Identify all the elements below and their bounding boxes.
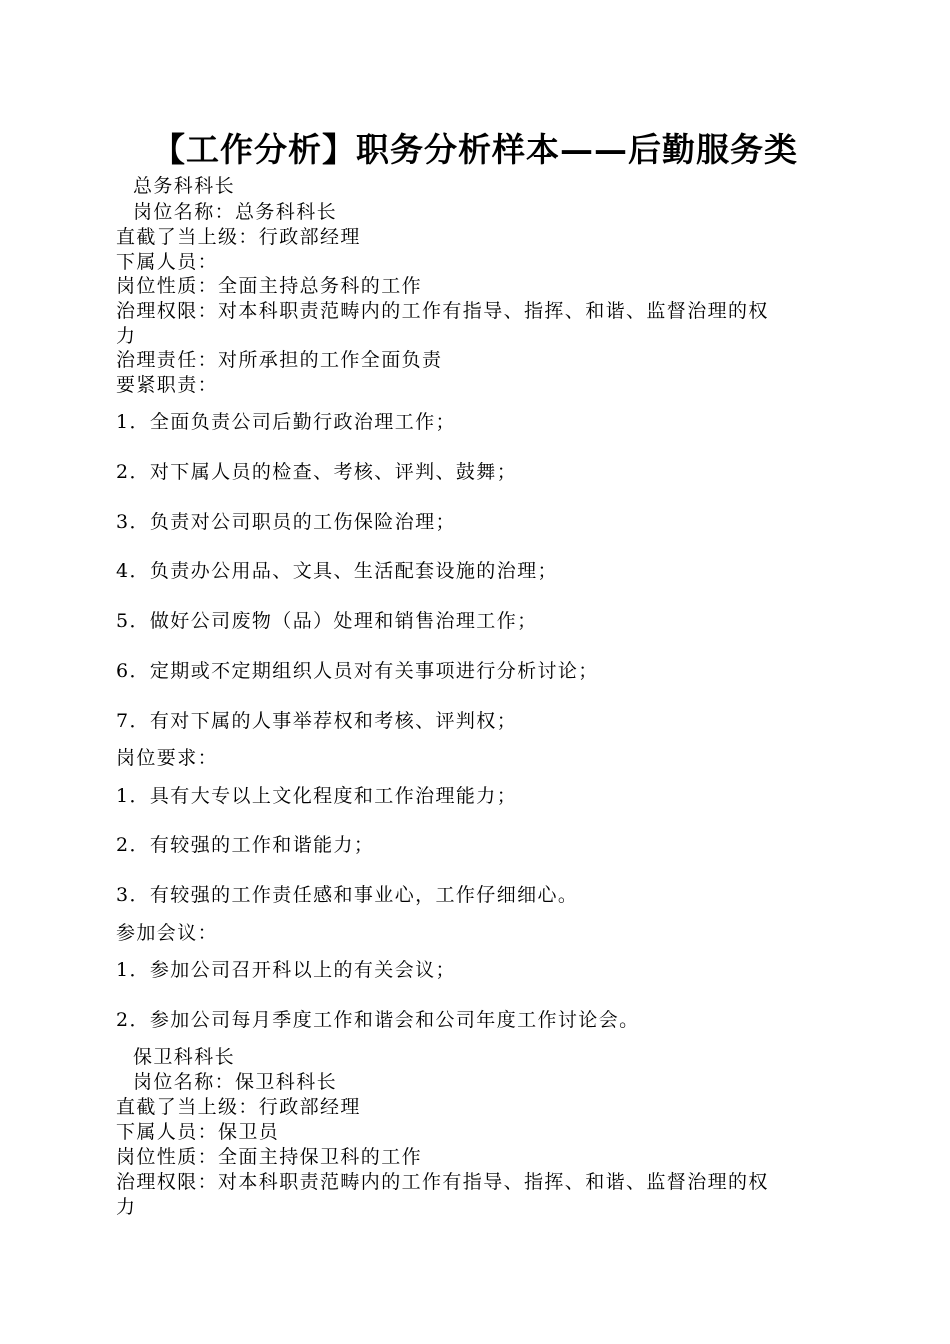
section2-subordinates: 下属人员：保卫员 — [116, 1121, 280, 1143]
duty-item: 1．全面负责公司后勤行政治理工作； — [116, 411, 456, 433]
requirement-item: 3．有较强的工作责任感和事业心，工作仔细细心。 — [116, 884, 579, 906]
section1-superior: 直截了当上级：行政部经理 — [116, 226, 361, 248]
duty-item: 4．负责办公用品、文具、生活配套设施的治理； — [116, 560, 558, 582]
section1-subordinates: 下属人员： — [116, 251, 219, 273]
section2-job-name: 岗位名称：保卫科科长 — [133, 1071, 338, 1093]
meeting-item: 2．参加公司每月季度工作和谐会和公司年度工作讨论会。 — [116, 1009, 640, 1031]
section1-nature: 岗位性质：全面主持总务科的工作 — [116, 275, 423, 297]
duty-item: 2．对下属人员的检查、考核、评判、鼓舞； — [116, 461, 518, 483]
section1-job-name: 岗位名称：总务科科长 — [133, 201, 338, 223]
section1-authority-line2: 力 — [116, 325, 137, 347]
section2-authority-line2: 力 — [116, 1196, 137, 1218]
duty-item: 5．做好公司废物（品）处理和销售治理工作； — [116, 610, 538, 632]
section2-heading: 保卫科科长 — [133, 1046, 236, 1068]
duty-item: 7．有对下属的人事举荐权和考核、评判权； — [116, 710, 518, 732]
section2-authority-line1: 治理权限：对本科职责范畴内的工作有指导、指挥、和谐、监督治理的权 — [116, 1171, 769, 1193]
section1-duties-heading: 要紧职责： — [116, 374, 219, 396]
document-title: 【工作分析】职务分析样本——后勤服务类 — [152, 130, 798, 169]
requirement-item: 1．具有大专以上文化程度和工作治理能力； — [116, 785, 518, 807]
duty-item: 3．负责对公司职员的工伤保险治理； — [116, 511, 456, 533]
duty-item: 6．定期或不定期组织人员对有关事项进行分析讨论； — [116, 660, 599, 682]
section1-responsibility: 治理责任：对所承担的工作全面负责 — [116, 349, 443, 371]
section1-requirements-heading: 岗位要求： — [116, 747, 219, 769]
meeting-item: 1．参加公司召开科以上的有关会议； — [116, 959, 456, 981]
section1-meetings-heading: 参加会议： — [116, 922, 219, 944]
requirement-item: 2．有较强的工作和谐能力； — [116, 834, 375, 856]
section2-superior: 直截了当上级：行政部经理 — [116, 1096, 361, 1118]
section1-heading: 总务科科长 — [133, 175, 236, 197]
section2-nature: 岗位性质：全面主持保卫科的工作 — [116, 1146, 423, 1168]
section1-authority-line1: 治理权限：对本科职责范畴内的工作有指导、指挥、和谐、监督治理的权 — [116, 300, 769, 322]
